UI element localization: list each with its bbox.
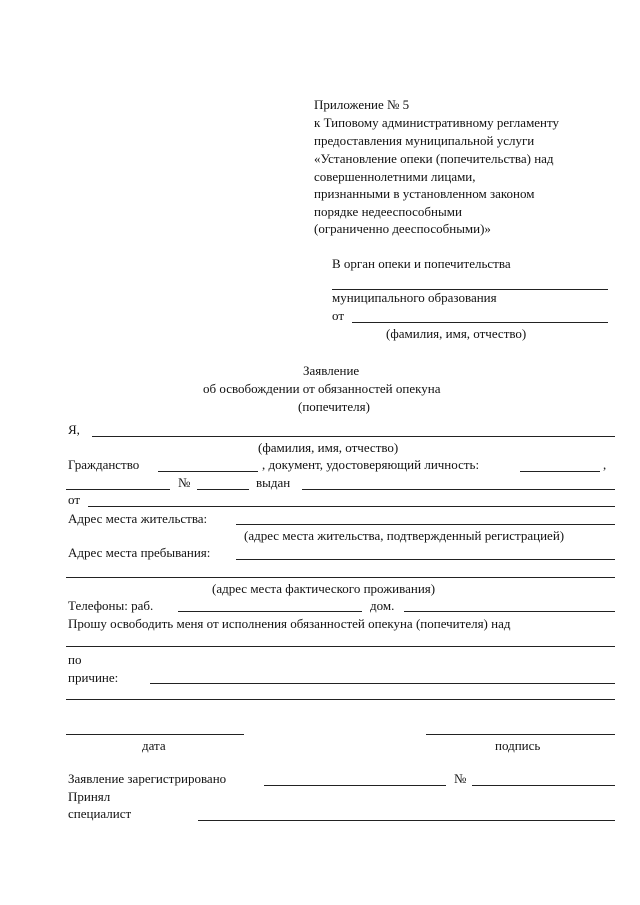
stay-field[interactable]	[236, 559, 615, 560]
residence-hint: (адрес места жительства, подтвержденный регистрацией)	[244, 528, 565, 543]
specialist-label: специалист	[68, 806, 132, 821]
document-title: Заявление	[303, 363, 360, 378]
stay-field-2[interactable]	[66, 577, 615, 578]
document-comma: ,	[603, 457, 607, 472]
appendix-line-3: предоставления муниципальной услуги	[314, 133, 535, 148]
home-phone-field[interactable]	[404, 611, 615, 612]
reg-number-label: №	[454, 771, 467, 786]
stay-hint: (адрес места фактического проживания)	[212, 581, 436, 596]
signature-field[interactable]	[426, 734, 615, 735]
reason-label: причине:	[68, 670, 119, 685]
appendix-line-5: совершеннолетними лицами,	[314, 169, 476, 184]
registered-label: Заявление зарегистрировано	[68, 771, 227, 786]
document-subtitle: об освобождении от обязанностей опекуна	[203, 381, 441, 396]
addressee-fio-hint: (фамилия, имя, отчество)	[386, 326, 527, 341]
signature-label: подпись	[495, 738, 541, 753]
appendix-line-6: признанными в установленном законом	[314, 186, 535, 201]
document-subtitle-2: (попечителя)	[298, 399, 370, 414]
document-label: , документ, удостоверяющий личность:	[262, 457, 480, 472]
issued-date-label: от	[68, 492, 81, 507]
registered-date-field[interactable]	[264, 785, 446, 786]
appendix-line-1: Приложение № 5	[314, 97, 410, 112]
request-text: Прошу освободить меня от исполнения обязанностей опекуна (попечителя) над	[68, 616, 511, 631]
appendix-line-7: порядке недееспособными	[314, 204, 462, 219]
document-number-label: №	[178, 475, 191, 490]
date-label: дата	[142, 738, 166, 753]
document-type-field[interactable]	[520, 471, 600, 472]
citizenship-label: Гражданство	[68, 457, 140, 472]
document-number-field[interactable]	[197, 489, 249, 490]
ward-field[interactable]	[66, 646, 615, 647]
reason-field[interactable]	[150, 683, 615, 684]
issued-date-field[interactable]	[88, 506, 615, 507]
po-label: по	[68, 652, 82, 667]
appendix-line-2: к Типовому административному регламенту	[314, 115, 560, 130]
phones-label: Телефоны: раб.	[68, 598, 154, 613]
date-field[interactable]	[66, 734, 244, 735]
addressee-fio-field[interactable]	[352, 322, 608, 323]
citizenship-field[interactable]	[158, 471, 258, 472]
addressee-municipality: муниципального образования	[332, 290, 497, 305]
ya-label: Я,	[68, 422, 80, 437]
specialist-field[interactable]	[198, 820, 615, 821]
residence-field[interactable]	[236, 524, 615, 525]
accepted-label: Принял	[68, 789, 111, 804]
addressee-from-label: от	[332, 308, 345, 323]
document-series-field[interactable]	[66, 489, 170, 490]
issued-by-field[interactable]	[302, 489, 615, 490]
applicant-fio-hint: (фамилия, имя, отчество)	[258, 440, 399, 455]
appendix-line-4: «Установление опеки (попечительства) над	[314, 151, 554, 166]
work-phone-field[interactable]	[178, 611, 362, 612]
applicant-fio-field[interactable]	[92, 436, 615, 437]
reg-number-field[interactable]	[472, 785, 615, 786]
appendix-line-8: (ограниченно дееспособными)»	[314, 221, 491, 236]
stay-label: Адрес места пребывания:	[68, 545, 211, 560]
reason-field-2[interactable]	[66, 699, 615, 700]
addressee-to: В орган опеки и попечительства	[332, 256, 511, 271]
residence-label: Адрес места жительства:	[68, 511, 208, 526]
issued-label: выдан	[256, 475, 291, 490]
home-phone-label: дом.	[370, 598, 395, 613]
